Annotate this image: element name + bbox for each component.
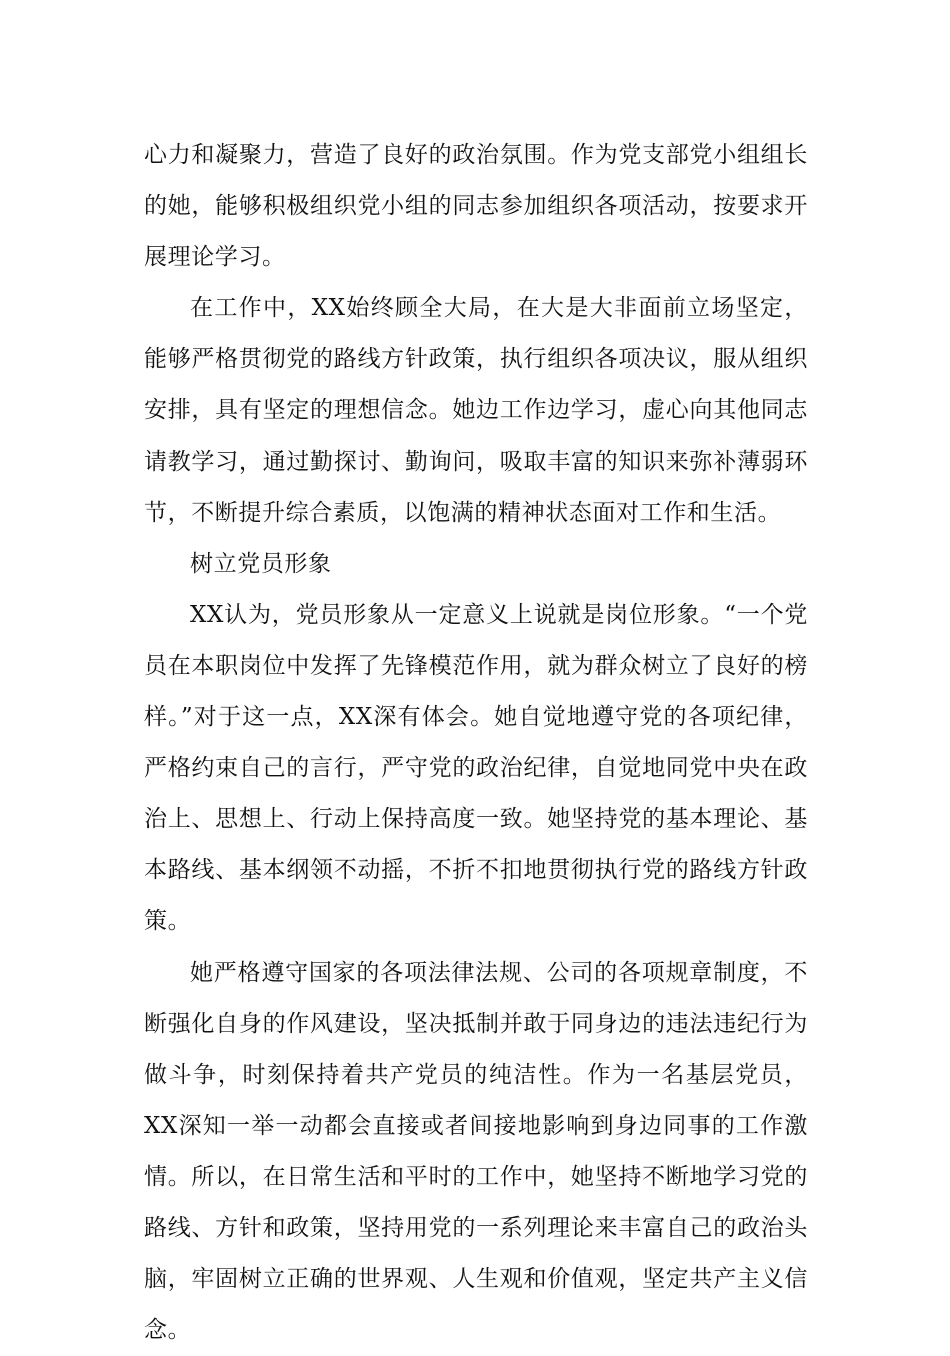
paragraph-4: 她严格遵守国家的各项法律法规、公司的各项规章制度，不断强化自身的作风建设，坚决抵制并敢于同身边的违法违纪行为做斗争，时刻保持着共产党员的纯洁性。作为一名基层党员，XX深知一举一动都会直接或者间接地影响到身边同事的工作激情。所以，在日常生活和平时的工作中，她坚持不断地学习党的路线、方针和政策，坚持用党的一系列理论来丰富自己的政治头脑，牢固树立正确的世界观、人生观和价值观，坚定共产主义信念。 [144,948,808,1356]
section-heading: 树立党员形象 [144,539,808,590]
document-body [144,130,808,1356]
paragraph-2: 在工作中，XX始终顾全大局，在大是大非面前立场坚定，能够严格贯彻党的路线方针政策，执行组织各项决议，服从组织安排，具有坚定的理想信念。她边工作边学习，虚心向其他同志请教学习，通过勤探讨、勤询问，吸取丰富的知识来弥补薄弱环节，不断提升综合素质，以饱满的精神状态面对工作和生活。 [144,283,808,538]
paragraph-1: 心力和凝聚力，营造了良好的政治氛围。作为党支部党小组组长的她，能够积极组织党小组的同志参加组织各项活动，按要求开展理论学习。 [144,130,808,283]
paragraph-3: XX认为，党员形象从一定意义上说就是岗位形象。“一个党员在本职岗位中发挥了先锋模范作用，就为群众树立了良好的榜样。”对于这一点，XX深有体会。她自觉地遵守党的各项纪律，严格约束自己的言行，严守党的政治纪律，自觉地同党中央在政治上、思想上、行动上保持高度一致。她坚持党的基本理论、基本路线、基本纲领不动摇，不折不扣地贯彻执行党的路线方针政策。 [144,590,808,948]
